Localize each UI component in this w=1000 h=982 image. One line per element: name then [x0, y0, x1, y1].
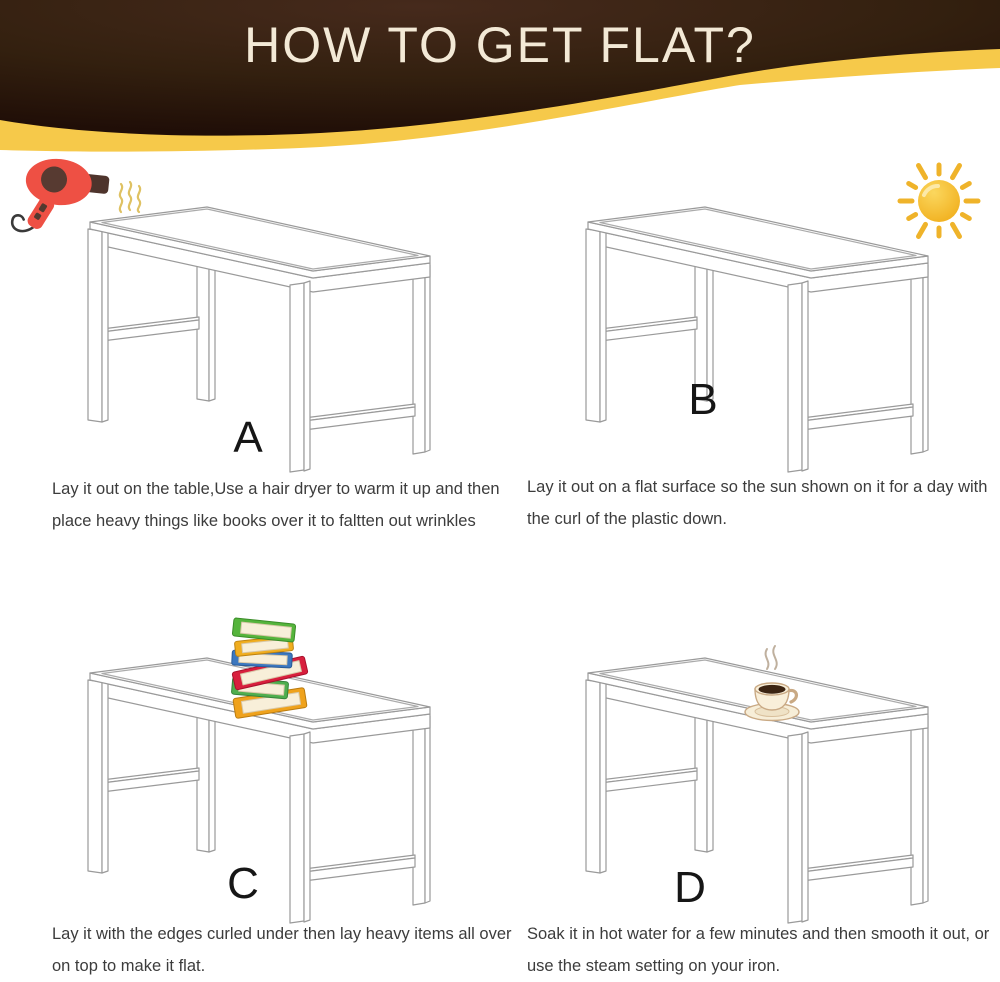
page-title: HOW TO GET FLAT? — [244, 17, 756, 73]
method-b-line1: Lay it out on a flat surface so the sun shown on it for a day with — [527, 478, 988, 496]
coffee-cup-icon — [732, 643, 812, 725]
method-a-line2: place heavy things like books over it to faltten out wrinkles — [52, 512, 476, 530]
method-d-description — [527, 918, 990, 982]
method-d-line2: use the steam setting on your iron. — [527, 957, 781, 975]
method-b-line2: the curl of the plastic down. — [527, 510, 727, 528]
books-stack-icon — [218, 598, 314, 720]
method-c-description — [52, 918, 512, 982]
method-d-line1: Soak it in hot water for a few minutes and then smooth it out, or — [527, 925, 990, 943]
method-label-c: C — [227, 859, 259, 908]
sun-icon — [892, 152, 986, 248]
method-a-description — [52, 473, 512, 537]
method-b-description — [527, 471, 987, 535]
method-c-line1: Lay it with the edges curled under then lay heavy items all over — [52, 925, 512, 943]
method-label-d: D — [674, 863, 706, 912]
table-illustration-b — [556, 185, 946, 475]
method-label-a: A — [233, 413, 263, 462]
method-a-line1: Lay it out on the table,Use a hair dryer to warm it up and then — [52, 480, 500, 498]
method-c-line2: on top to make it flat. — [52, 957, 206, 975]
hair-dryer-icon — [8, 150, 148, 238]
method-label-b: B — [688, 375, 718, 424]
